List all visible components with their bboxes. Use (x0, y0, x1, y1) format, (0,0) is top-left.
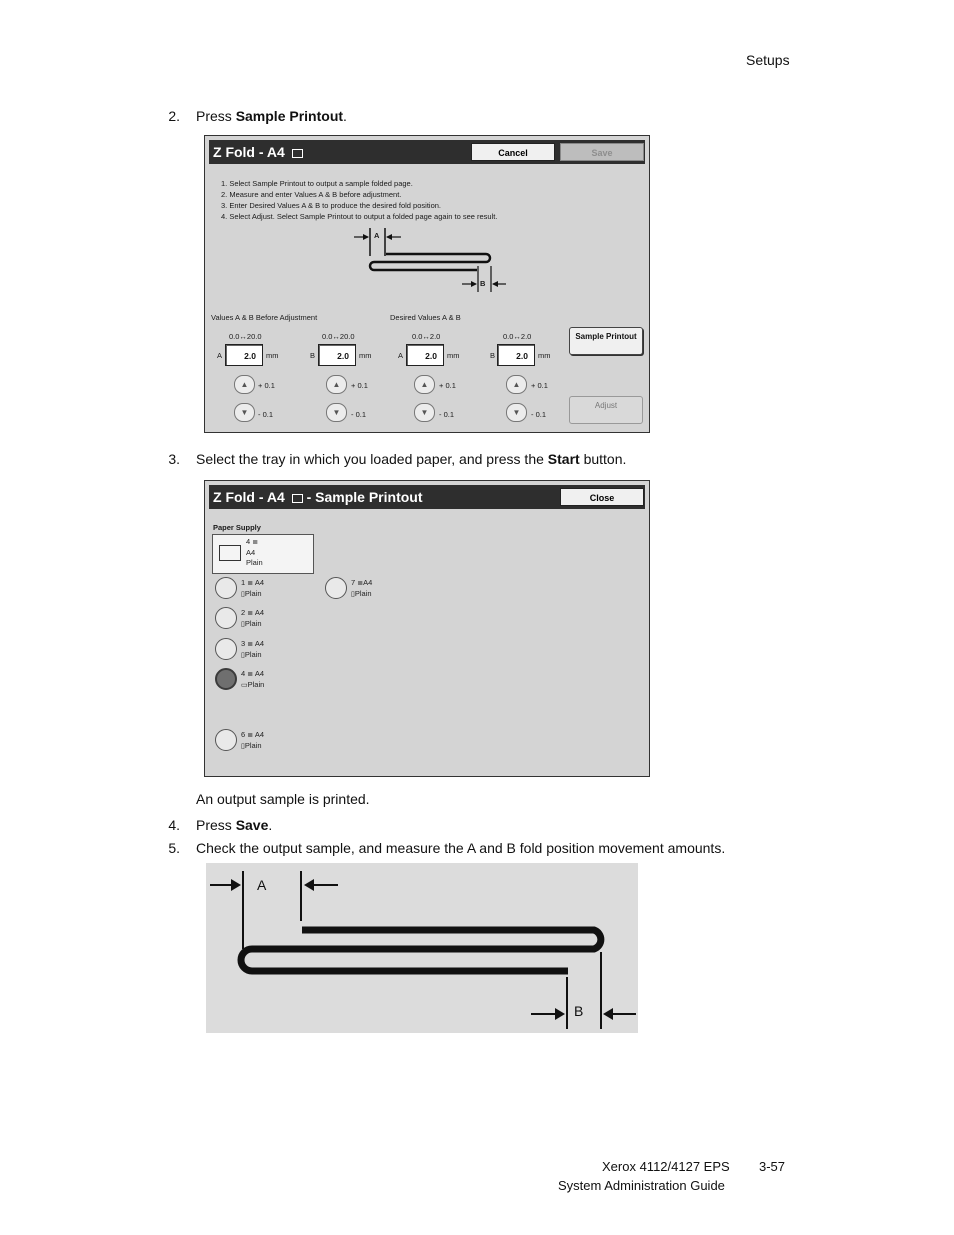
field-letter: B (490, 351, 496, 360)
tray-icon: ≣ (247, 732, 254, 739)
decrement-label: - 0.1 (258, 410, 274, 419)
tray-number: 1 (241, 578, 246, 587)
tray-number: 3 (241, 639, 246, 648)
tray-2-radio[interactable] (215, 607, 237, 629)
paper-icon: ▯ (241, 652, 245, 659)
tray-3-radio[interactable] (215, 638, 237, 660)
screen-title: Z Fold - A4 (213, 489, 285, 505)
tray-type: Plain (244, 650, 262, 659)
save-button[interactable]: Save (560, 143, 644, 161)
tray-size: A4 (254, 608, 264, 617)
tray-size: A4 (254, 669, 264, 678)
tray-size: A4 (254, 730, 264, 739)
value-a-before-input[interactable]: 2.0 (225, 344, 263, 366)
range-label: 0.0↔2.0 (503, 332, 532, 341)
step-number: 3. (168, 451, 180, 467)
instruction-line: 4. Select Adjust. Select Sample Printout to output a folded page again to see result. (221, 212, 498, 221)
screen-title: Z Fold - A4 (213, 144, 285, 160)
paper-icon: ▯ (351, 591, 355, 598)
instructions (221, 178, 497, 222)
diagram-label-b: B (480, 279, 486, 288)
z-fold-adjust-screen (204, 135, 650, 433)
unit-label: mm (538, 351, 551, 360)
group-label-before: Values A & B Before Adjustment (211, 313, 318, 322)
field-letter: B (310, 351, 316, 360)
tray-4-info (241, 669, 264, 691)
range-label: 0.0↔2.0 (412, 332, 441, 341)
tray-number: 6 (241, 730, 246, 739)
tray-icon: ≣ (252, 539, 259, 546)
tray-7-info (351, 578, 372, 600)
tray-size: A4 (363, 578, 373, 587)
increment-label: + 0.1 (351, 381, 368, 390)
tray-icon: ≣ (357, 580, 364, 587)
tray-number: 7 (351, 578, 356, 587)
field-letter: A (398, 351, 404, 360)
down-arrow-icon: ▼ (240, 408, 249, 417)
tray-4-radio[interactable] (215, 668, 237, 690)
selected-tray-number: 4 (246, 537, 251, 546)
decrement-button[interactable] (234, 403, 255, 422)
screen-title-bar (209, 485, 645, 509)
increment-label: + 0.1 (258, 381, 275, 390)
decrement-button[interactable] (326, 403, 347, 422)
instruction-line: 3. Enter Desired Values A & B to produce the desired fold position. (221, 201, 441, 210)
cancel-button[interactable]: Cancel (471, 143, 555, 161)
increment-button[interactable] (506, 375, 527, 394)
tray-7-radio[interactable] (325, 577, 347, 599)
field-letter: A (217, 351, 223, 360)
selected-paper-box (212, 534, 314, 574)
sample-printout-screen (204, 480, 650, 777)
increment-button[interactable] (234, 375, 255, 394)
decrement-button[interactable] (414, 403, 435, 422)
range-label: 0.0↔20.0 (322, 332, 355, 341)
value-b-before-input[interactable]: 2.0 (318, 344, 356, 366)
fold-diagram-large (206, 863, 638, 1033)
tray-6-radio[interactable] (215, 729, 237, 751)
screen-title-suffix: - Sample Printout (306, 489, 423, 505)
tray-1-radio[interactable] (215, 577, 237, 599)
diagram-label-a: A (374, 231, 380, 240)
decrement-label: - 0.1 (439, 410, 455, 419)
close-button[interactable]: Close (560, 488, 644, 506)
increment-label: + 0.1 (531, 381, 548, 390)
step-number: 2. (168, 108, 180, 124)
selected-tray-type: Plain (246, 558, 263, 567)
tray-icon: ≣ (247, 641, 254, 648)
tray-type: Plain (244, 741, 262, 750)
increment-label: + 0.1 (439, 381, 456, 390)
unit-label: mm (359, 351, 372, 360)
value-b-desired-input[interactable]: 2.0 (497, 344, 535, 366)
value-a-desired-input[interactable]: 2.0 (406, 344, 444, 366)
paper-icon (219, 545, 241, 561)
tray-2-info (241, 608, 264, 630)
down-arrow-icon: ▼ (420, 408, 429, 417)
step-text: Select the tray in which you loaded paper, and press the (196, 451, 548, 467)
tray-6-info (241, 730, 264, 752)
step-text: Check the output sample, and measure the A and B fold position movement amounts. (196, 840, 726, 856)
up-arrow-icon: ▲ (420, 380, 429, 389)
tray-type: Plain (244, 589, 262, 598)
footer-guide: System Administration Guide (558, 1178, 725, 1193)
instruction-line: 1. Select Sample Printout to output a sample folded page. (221, 179, 413, 188)
step-text: Press (196, 108, 236, 124)
adjust-button[interactable]: Adjust (569, 396, 643, 424)
tray-icon: ≣ (247, 610, 254, 617)
unit-label: mm (447, 351, 460, 360)
paper-supply-label: Paper Supply (213, 523, 261, 532)
step-number: 4. (168, 817, 180, 833)
label-b: B (574, 1003, 584, 1019)
step-bold: Start (547, 451, 580, 467)
step-text-end: . (268, 817, 273, 833)
paper-icon: ▯ (241, 591, 245, 598)
up-arrow-icon: ▲ (332, 380, 341, 389)
down-arrow-icon: ▼ (332, 408, 341, 417)
step-text-end: button. (579, 451, 627, 467)
footer-product: Xerox 4112/4127 EPS (602, 1159, 730, 1174)
step-text: Press (196, 817, 236, 833)
tray-3-info (241, 639, 264, 661)
paper-icon: ▯ (241, 743, 245, 750)
tray-type: Plain (244, 619, 262, 628)
tray-1-info (241, 578, 264, 600)
step-text-end: . (343, 108, 347, 124)
paper-orientation-icon (292, 149, 303, 158)
sample-printout-button[interactable]: Sample Printout (569, 327, 643, 355)
tray-icon: ≣ (247, 671, 254, 678)
tray-number: 4 (241, 669, 246, 678)
decrement-label: - 0.1 (351, 410, 367, 419)
screen-title-bar (209, 140, 645, 164)
label-a: A (257, 877, 267, 893)
up-arrow-icon: ▲ (512, 380, 521, 389)
selected-tray-size: A4 (246, 548, 256, 557)
paper-orientation-icon (292, 494, 303, 503)
tray-type: Plain (247, 680, 265, 689)
unit-label: mm (266, 351, 279, 360)
step-number: 5. (168, 840, 180, 856)
increment-button[interactable] (414, 375, 435, 394)
section-header: Setups (746, 52, 790, 68)
tray-icon: ≣ (247, 580, 254, 587)
up-arrow-icon: ▲ (240, 380, 249, 389)
paper-icon: ▭ (241, 682, 248, 689)
tray-number: 2 (241, 608, 246, 617)
instruction-line: 2. Measure and enter Values A & B before adjustment. (221, 190, 402, 199)
decrement-label: - 0.1 (531, 410, 547, 419)
tray-size: A4 (254, 639, 264, 648)
increment-button[interactable] (326, 375, 347, 394)
step-bold: Sample Printout (235, 108, 344, 124)
range-label: 0.0↔20.0 (229, 332, 262, 341)
footer-page-number: 3-57 (759, 1159, 786, 1174)
down-arrow-icon: ▼ (512, 408, 521, 417)
tray-type: Plain (354, 589, 372, 598)
group-label-desired: Desired Values A & B (390, 313, 461, 322)
step-bold: Save (235, 817, 269, 833)
paper-icon: ▯ (241, 621, 245, 628)
output-note: An output sample is printed. (196, 791, 370, 807)
decrement-button[interactable] (506, 403, 527, 422)
tray-size: A4 (254, 578, 264, 587)
